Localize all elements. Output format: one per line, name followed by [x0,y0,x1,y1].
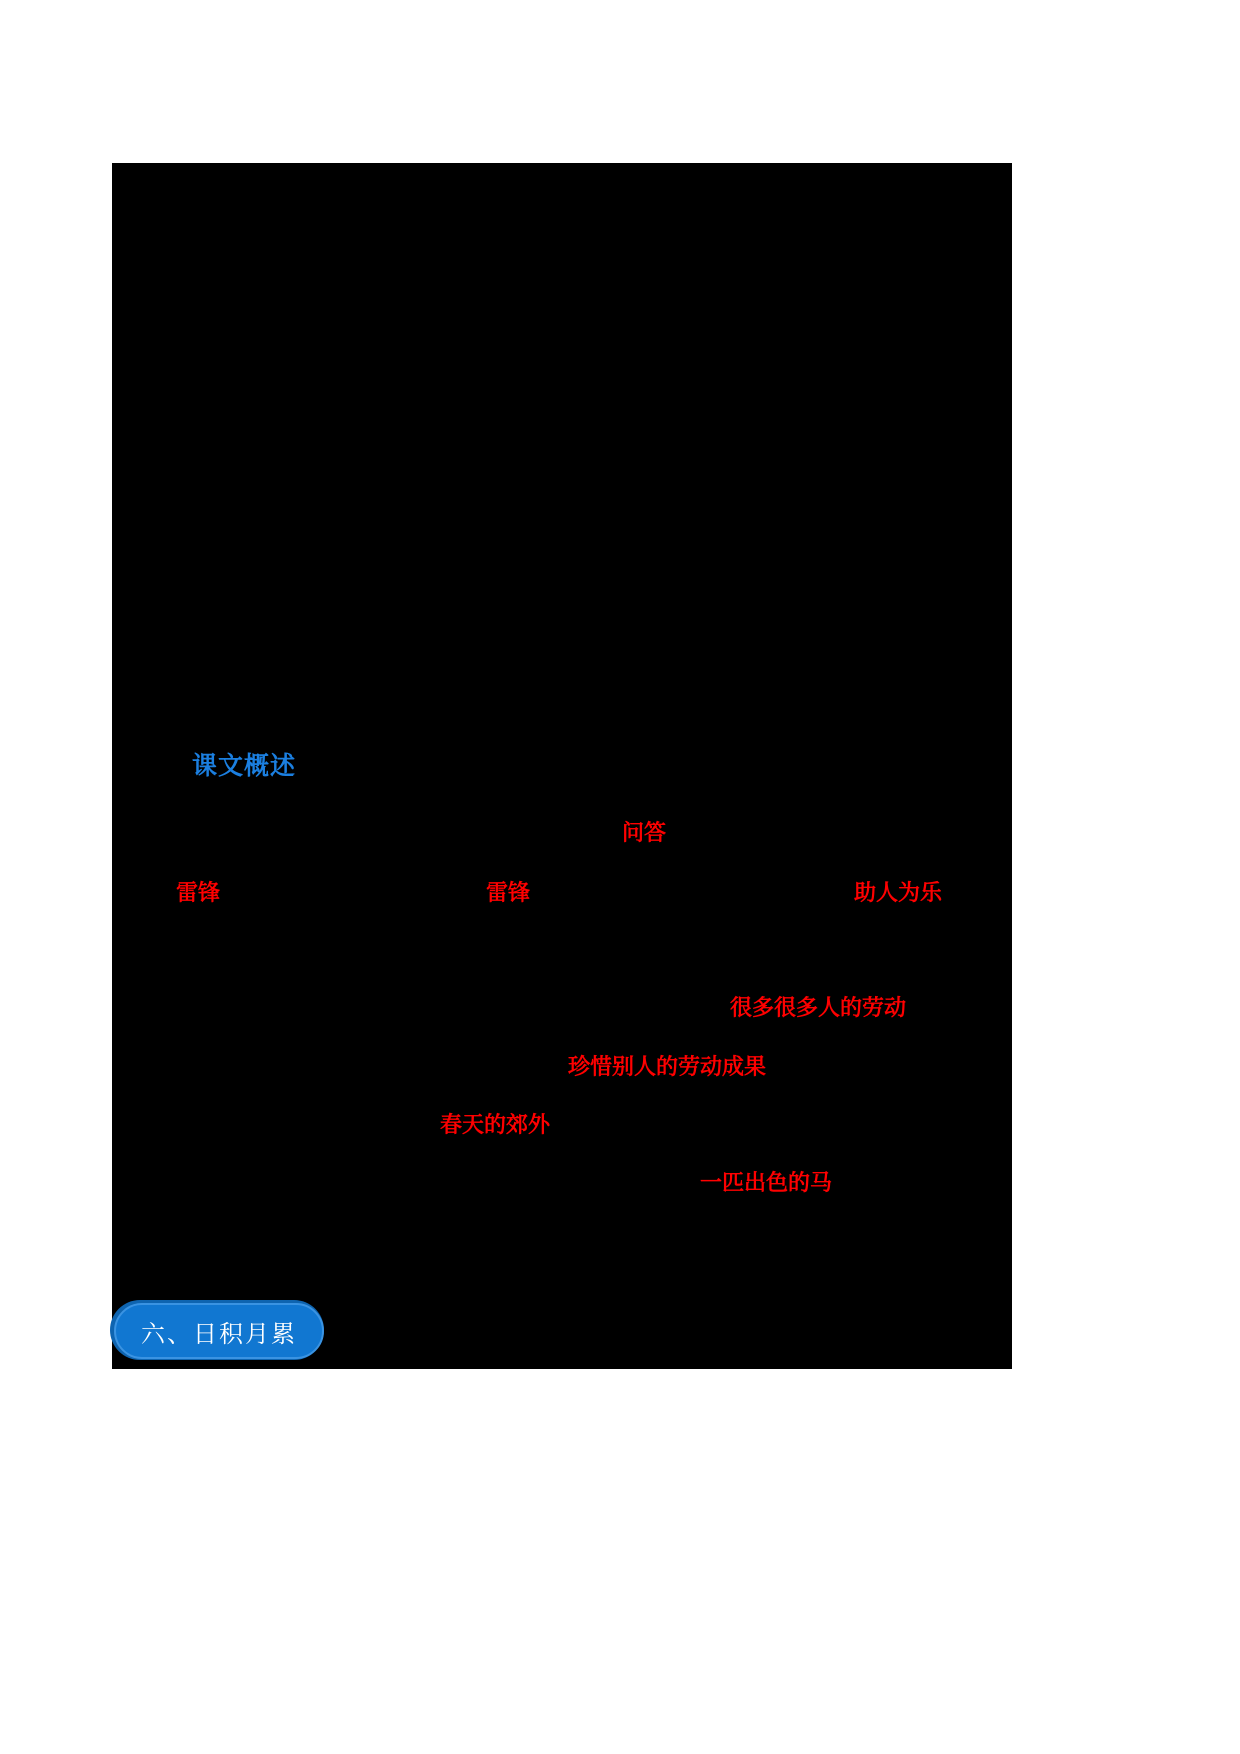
red-label-qa: 问答 [622,820,667,846]
red-label-outstanding-horse: 一匹出色的马 [700,1170,833,1196]
red-label-spring-suburbs: 春天的郊外 [440,1112,551,1138]
red-label-leifeng-2: 雷锋 [486,880,531,906]
heading-course-summary: 课文概述 [192,751,297,780]
red-label-helping-others: 助人为乐 [854,880,943,906]
red-label-cherish-labor-results: 珍惜别人的劳动成果 [568,1054,767,1080]
red-label-many-peoples-labor: 很多很多人的劳动 [730,995,907,1021]
section-pill-daily-accumulation[interactable]: 六、日积月累 [114,1303,324,1359]
red-label-leifeng-1: 雷锋 [176,880,221,906]
